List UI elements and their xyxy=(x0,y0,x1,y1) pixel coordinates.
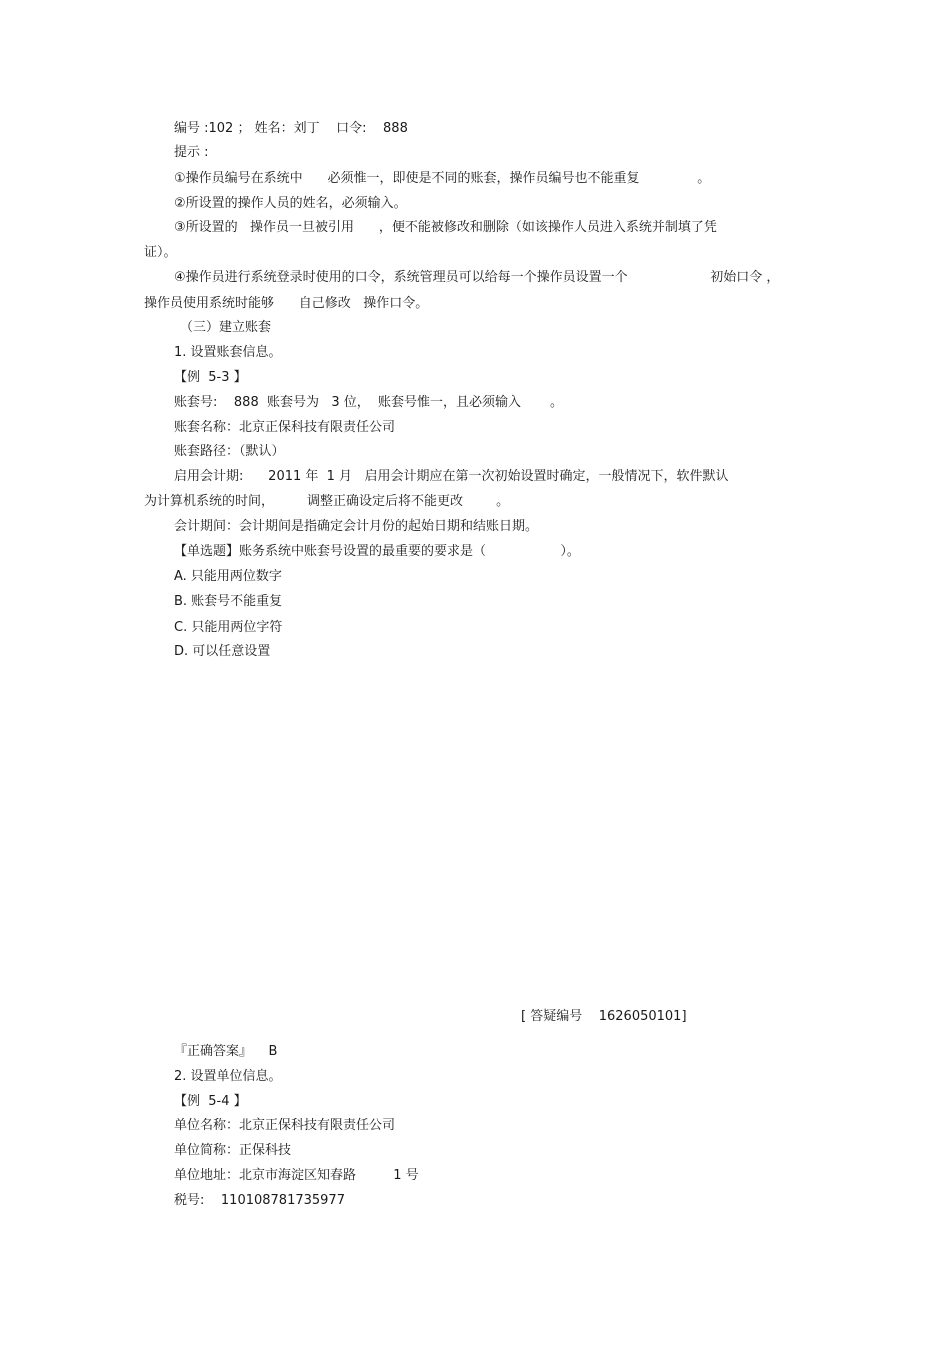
option-b: B. 账套号不能重复 xyxy=(174,594,283,609)
account-number-line: 账套号: 888 账套号为 3 位， 账套号惟一，且必须输入 。 xyxy=(174,395,563,410)
account-path-line: 账套路径：（默认） xyxy=(174,444,285,459)
operator-info-line: 编号 :102 ； 姓名：刘丁 口令: 888 xyxy=(174,121,408,136)
start-period-line-2: 为计算机系统的时间， 调整正确设定后将不能更改 。 xyxy=(144,494,510,509)
start-period-line-1: 启用会计期: 2011 年 1 月 启用会计期应在第一次初始设置时确定，一般情况下，软件默认 xyxy=(174,469,729,484)
section-title: （三）建立账套 xyxy=(180,320,272,335)
tip-2: ②所设置的操作人员的姓名，必须输入。 xyxy=(174,196,407,211)
tip-4-line-2: 操作员使用系统时能够 自己修改 操作口令。 xyxy=(144,296,429,311)
tax-number-line: 税号: 110108781735977 xyxy=(174,1193,345,1208)
option-c: C. 只能用两位字符 xyxy=(174,620,283,635)
tip-1: ①操作员编号在系统中 必须惟一，即使是不同的账套，操作员编号也不能重复 。 xyxy=(174,171,711,186)
account-name-line: 账套名称：北京正保科技有限责任公司 xyxy=(174,420,396,435)
question-stem: 【单选题】账务系统中账套号设置的最重要的要求是（ ）。 xyxy=(174,544,580,559)
example-5-4-label: 【例 5-4 】 xyxy=(174,1094,247,1109)
unit-address-line: 单位地址：北京市海淀区知春路 1 号 xyxy=(174,1168,419,1183)
accounting-period-line: 会计期间：会计期间是指确定会计月份的起始日期和结账日期。 xyxy=(174,519,539,534)
correct-answer: 『正确答案』 B xyxy=(174,1044,278,1059)
example-5-3-label: 【例 5-3 】 xyxy=(174,370,247,385)
unit-name-line: 单位名称：北京正保科技有限责任公司 xyxy=(174,1118,396,1133)
tip-3-line-1: ③所设置的 操作员一旦被引用 ，便不能被修改和删除（如该操作人员进入系统并制填了凭 xyxy=(174,220,717,235)
question-reference-number: [ 答疑编号 1626050101] xyxy=(521,1009,687,1024)
tips-label: 提示 : xyxy=(174,145,209,160)
tip-3-line-2: 证）。 xyxy=(144,245,177,260)
unit-short-name-line: 单位简称：正保科技 xyxy=(174,1143,292,1158)
option-d: D. 可以任意设置 xyxy=(174,644,271,659)
step-2-title: 2. 设置单位信息。 xyxy=(174,1069,282,1084)
step-1-title: 1. 设置账套信息。 xyxy=(174,345,282,360)
option-a: A. 只能用两位数字 xyxy=(174,569,282,584)
tip-4-line-1: ④操作员进行系统登录时使用的口令，系统管理员可以给每一个操作员设置一个 初始口令 ， xyxy=(174,270,780,285)
